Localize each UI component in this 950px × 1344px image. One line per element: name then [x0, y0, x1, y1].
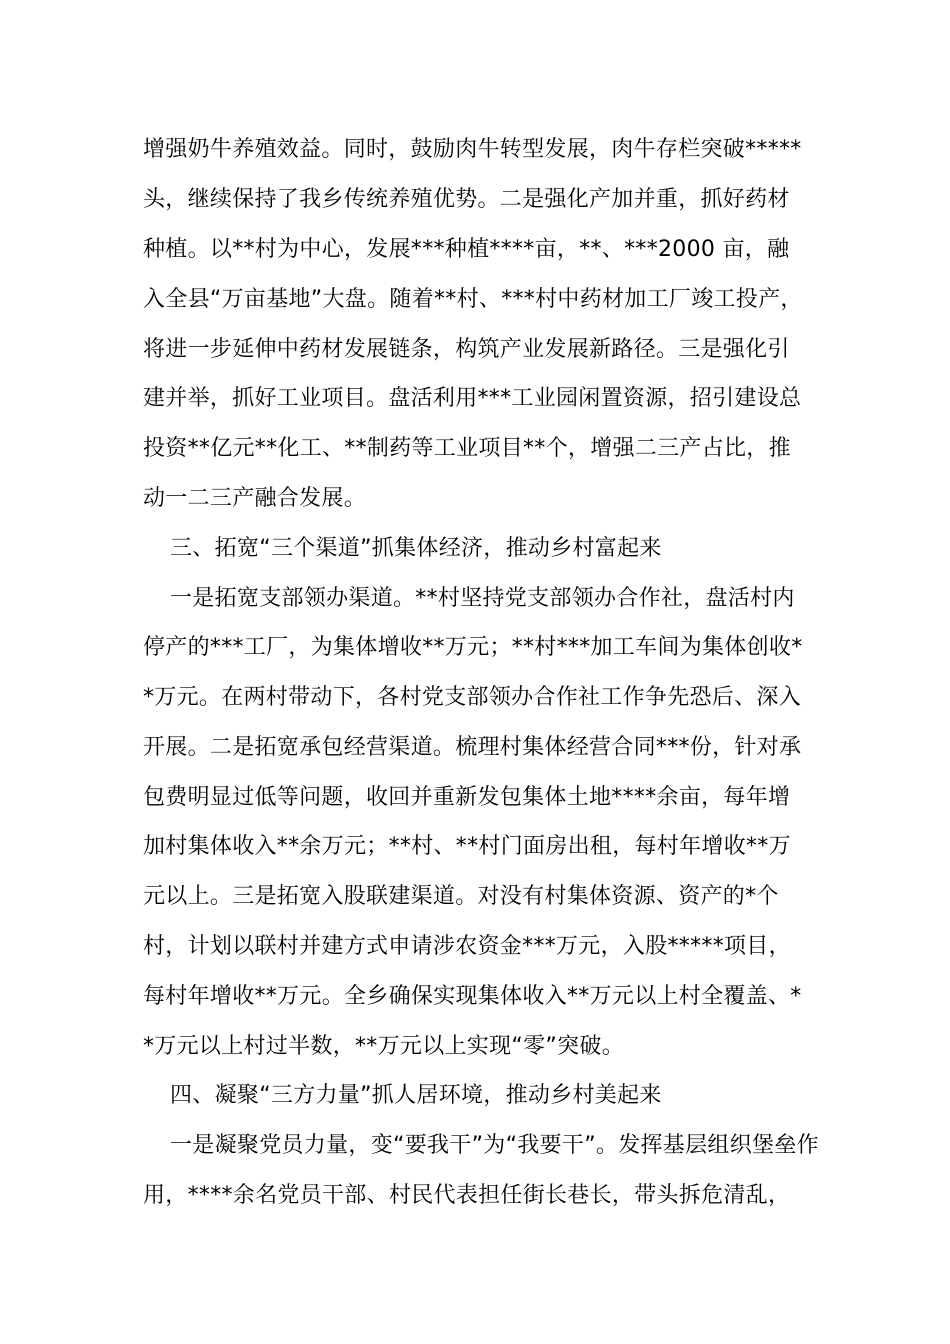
body-text-line: 建并举，抓好工业项目。盘活利用***工业园闲置资源，招引建设总	[143, 386, 802, 411]
body-text-line: 投资**亿元**化工、**制药等工业项目**个，增强二三产占比，推	[143, 436, 791, 461]
body-text-line: 包费明显过低等问题，收回并重新发包集体土地****余亩，每年增	[143, 785, 791, 810]
body-text-line: 开展。二是拓宽承包经营渠道。梳理村集体经营合同***份，针对承	[143, 735, 802, 760]
section-heading: 三、拓宽“三个渠道”抓集体经济，推动乡村富起来	[170, 536, 662, 561]
body-text-line: 种植。以**村为中心，发展***种植****亩，**、***2000 亩，融	[143, 237, 790, 262]
body-text-line: 加村集体收入**余万元；**村、**村门面房出租，每村年增收**万	[143, 834, 791, 859]
body-text-line: 元以上。三是拓宽入股联建渠道。对没有村集体资源、资产的*个	[143, 884, 779, 909]
body-text-line: 停产的***工厂，为集体增收**万元；**村***加工车间为集体创收*	[143, 635, 803, 660]
section-heading: 四、凝聚“三方力量”抓人居环境，推动乡村美起来	[170, 1083, 662, 1108]
body-text-line: 村，计划以联村并建方式申请涉农资金***万元，入股*****项目，	[143, 934, 791, 959]
body-text-line: 增强奶牛养殖效益。同时，鼓励肉牛转型发展，肉牛存栏突破*****	[143, 137, 802, 162]
body-text-line: 一是拓宽支部领办渠道。**村坚持党支部领办合作社，盘活村内	[170, 586, 795, 611]
body-text-line: *万元。在两村带动下，各村党支部领办合作社工作争先恐后、深入	[143, 685, 802, 710]
body-text-line: 每村年增收**万元。全乡确保实现集体收入**万元以上村全覆盖、*	[143, 984, 802, 1009]
body-text-line: 将进一步延伸中药材发展链条，构筑产业发展新路径。三是强化引	[143, 337, 790, 362]
body-text-line: 动一二三产融合发展。	[143, 486, 367, 511]
body-text-line: *万元以上村过半数，**万元以上实现“零”突破。	[143, 1034, 624, 1059]
body-text-line: 用，****余名党员干部、村民代表担任街长巷长，带头拆危清乱，	[143, 1183, 791, 1208]
body-text-line: 一是凝聚党员力量，变“要我干”为“我要干”。发挥基层组织堡垒作	[170, 1133, 819, 1158]
body-text-line: 头，继续保持了我乡传统养殖优势。二是强化产加并重，抓好药材	[143, 187, 790, 212]
body-text-line: 入全县“万亩基地”大盘。随着**村、***村中药材加工厂竣工投产，	[143, 287, 803, 312]
